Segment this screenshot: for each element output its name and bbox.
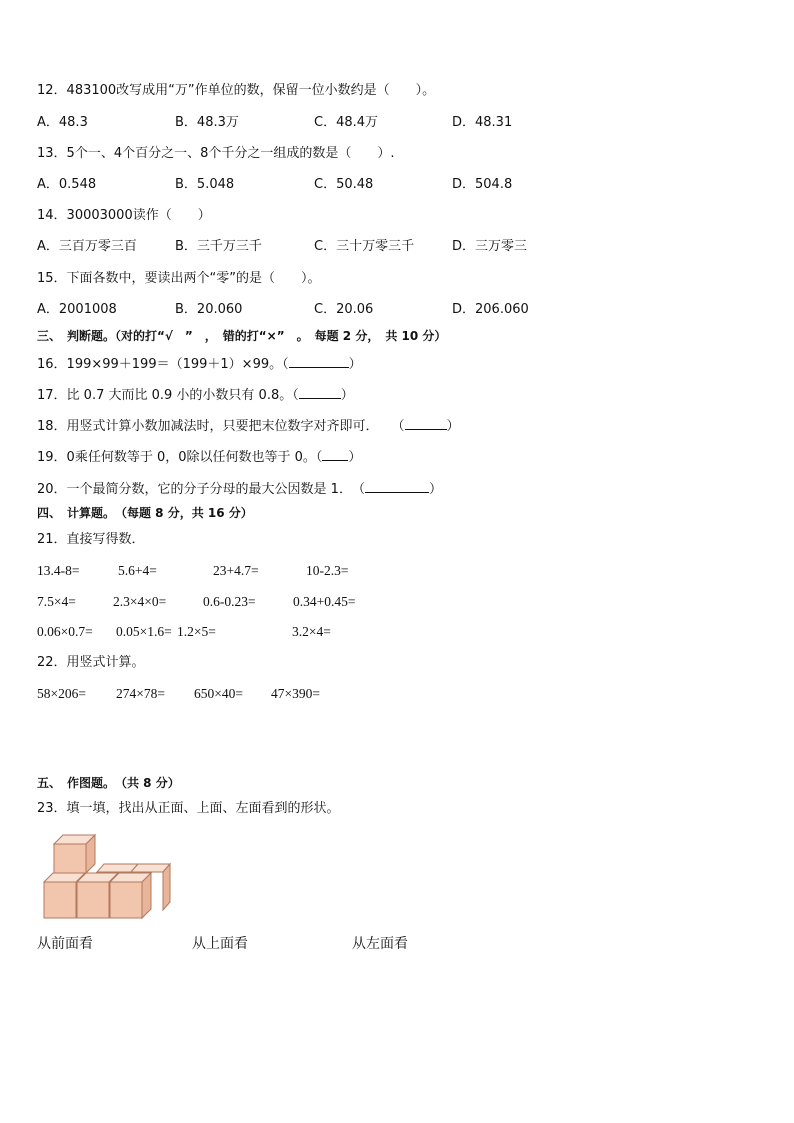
question-18 [37,417,460,435]
view-label-left: 从左面看 [352,936,408,952]
q14-option-b: B．三千万三千 [175,239,262,254]
q12-option-b: B．48.3万 [175,115,239,130]
q21-problem: 13.4-8= [37,563,80,578]
q13-option-d: D．504.8 [452,177,513,192]
q21-problem: 7.5×4= [37,594,76,609]
q20-close: ） [428,482,442,497]
q19-answer-blank[interactable] [322,448,348,461]
question-14: 14．30003000读作（ ） [37,208,211,223]
q21-problem: 0.06×0.7= [37,624,93,639]
q13-option-c: C．50.48 [314,177,374,192]
question-19 [37,448,361,466]
cube-face [54,844,86,873]
view-label-top: 从上面看 [192,936,248,952]
q22-problem: 650×40= [194,686,243,701]
q12-option-c: C．48.4万 [314,115,379,130]
question-20 [37,480,442,498]
q15-option-d: D．206.060 [452,302,529,317]
q22-problem: 47×390= [271,686,320,701]
q18-answer-blank[interactable] [405,417,447,430]
q18-text: 18．用竖式计算小数加减法时，只要把末位数字对齐即可． （ [37,419,405,434]
question-16 [37,355,362,373]
q18-close: ） [446,419,460,434]
q13-option-a: A．0.548 [37,177,97,192]
q16-answer-blank[interactable] [289,355,349,368]
q21-problem: 23+4.7= [213,563,259,578]
q17-close: ） [340,388,354,403]
question-13: 13．5个一、4个百分之一、8个千分之一组成的数是（ ）. [37,146,395,161]
question-12: 12．483100改写成用“万”作单位的数，保留一位小数约是（ ）。 [37,83,436,98]
q21-problem: 3.2×4= [292,624,331,639]
q14-option-a: A．三百万零三百 [37,239,137,254]
q15-option-b: B．20.060 [175,302,243,317]
question-21: 21．直接写得数． [37,532,145,547]
q21-problem: 0.34+0.45= [293,594,356,609]
q21-problem: 10-2.3= [306,563,349,578]
q20-answer-blank[interactable] [365,480,429,493]
q22-problem: 58×206= [37,686,86,701]
cube-stack-figure [42,828,172,922]
question-22: 22．用竖式计算。 [37,655,145,670]
view-label-front: 从前面看 [37,936,93,952]
q21-problem: 5.6+4= [118,563,157,578]
q15-option-c: C．20.06 [314,302,374,317]
q20-text: 20．一个最简分数，它的分子分母的最大公因数是 1． （ [37,482,365,497]
q21-problem: 1.2×5= [177,624,216,639]
q13-option-b: B．5.048 [175,177,235,192]
q12-option-a: A．48.3 [37,115,88,130]
section-3-heading: 三、 判断题。（对的打“√ ” ， 错的打“×” 。 每题 2 分， 共 10 分） [37,329,447,343]
cube-face [163,864,170,910]
q17-answer-blank[interactable] [299,386,341,399]
question-17 [37,386,354,404]
cube-face [110,882,142,918]
q21-problem: 0.05×1.6= [116,624,172,639]
q16-text: 16．199×99＋199＝（199＋1）×99。（ [37,357,289,372]
cube-face [77,882,109,918]
q19-close: ） [348,450,362,465]
q17-text: 17．比 0.7 大而比 0.9 小的小数只有 0.8。（ [37,388,299,403]
section-4-heading: 四、 计算题。 （每题 8 分，共 16 分） [37,506,253,520]
q14-option-c: C．三十万零三千 [314,239,415,254]
question-15: 15．下面各数中，要读出两个“零”的是（ ）。 [37,271,321,286]
q15-option-a: A．2001008 [37,302,117,317]
question-23: 23．填一填，找出从正面、上面、左面看到的形状。 [37,801,340,816]
q19-text: 19．0乘任何数等于 0，0除以任何数也等于 0。（ [37,450,323,465]
section-5-heading: 五、 作图题。 （共 8 分） [37,776,180,790]
cube-face [44,882,76,918]
q21-problem: 2.3×4×0= [113,594,167,609]
q14-option-d: D．三万零三 [452,239,528,254]
q21-problem: 0.6-0.23= [203,594,256,609]
q22-problem: 274×78= [116,686,165,701]
q12-option-d: D．48.31 [452,115,513,130]
q16-close: ） [348,357,362,372]
